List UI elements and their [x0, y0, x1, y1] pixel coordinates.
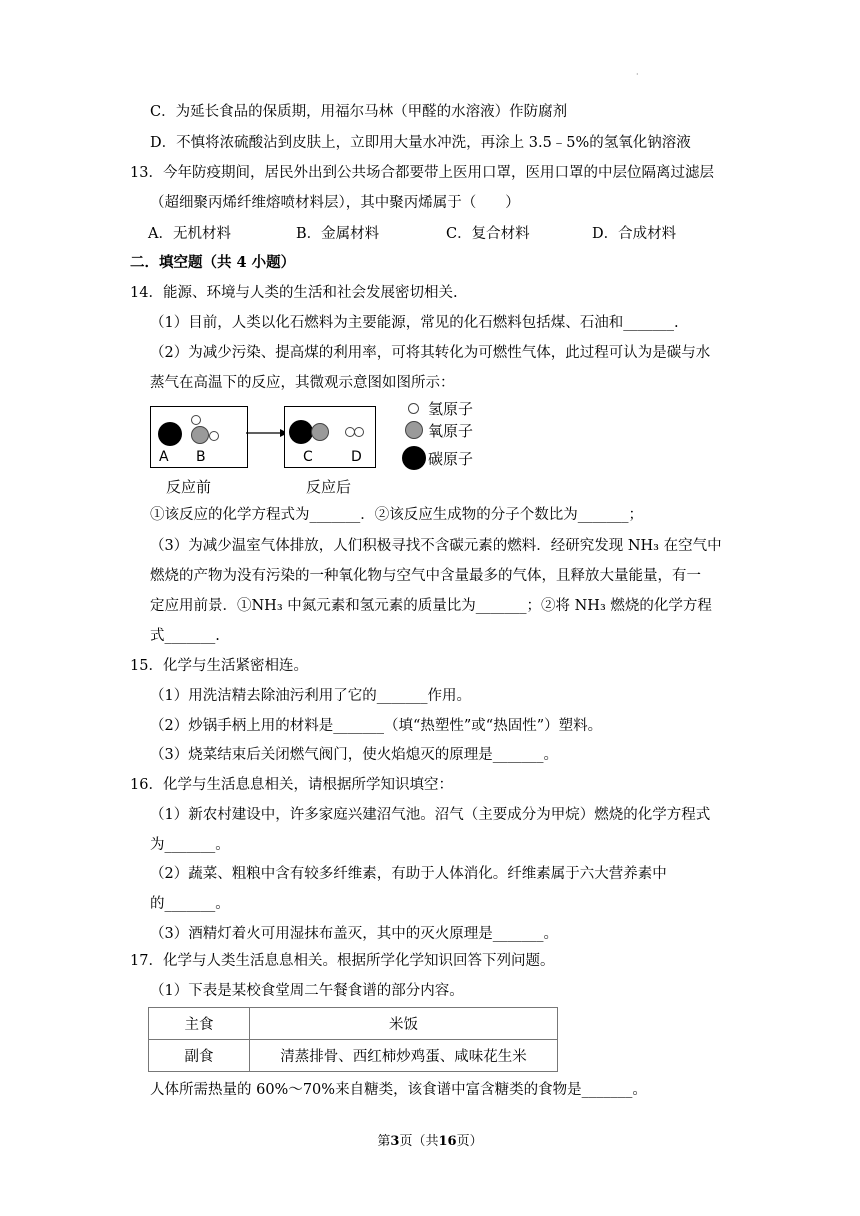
q15-part1: （1）用洗洁精去除油污利用了它的_______作用。 — [150, 688, 471, 704]
label-b: B — [196, 449, 206, 465]
hydrogen-atom — [209, 431, 219, 441]
label-c: C — [303, 449, 313, 465]
q13-stem-line2: （超细聚丙烯纤维熔喷材料层），其中聚丙烯属于（ ） — [150, 195, 520, 211]
q14-part3-line3: 定应用前景．①NH₃ 中氮元素和氢元素的质量比为_______；②将 NH₃ 燃烧的化学方程 — [150, 598, 712, 614]
q13-options — [148, 222, 748, 244]
corner-dot: · — [636, 70, 639, 79]
oxygen-atom-icon — [405, 421, 423, 439]
carbon-atom — [289, 420, 313, 444]
oxygen-atom — [311, 423, 329, 441]
q15-stem: 15．化学与生活紧密相连。 — [130, 658, 308, 674]
hydrogen-atom — [191, 415, 201, 425]
after-box — [284, 406, 376, 468]
legend-hydrogen: 氢原子 — [402, 398, 542, 420]
table-cell: 副食 — [149, 1040, 250, 1072]
q13-option-a: A．无机材料 — [148, 226, 231, 242]
q12-option-d: D．不慎将浓硫酸沾到皮肤上，立即用大量水冲洗，再涂上 3.5﹣5%的氢氧化钠溶液 — [150, 135, 691, 151]
q16-part1-line2: 为_______。 — [150, 837, 230, 853]
total-pages: 16 — [438, 1134, 457, 1149]
q17-after-table: 人体所需热量的 60%～70%来自糖类，该食谱中富含糖类的食物是_______。 — [150, 1082, 647, 1098]
q13-stem-line1: 13．今年防疫期间，居民外出到公共场合都要带上医用口罩，医用口罩的中层位隔离过滤层 — [130, 165, 714, 181]
table-row — [149, 1040, 558, 1072]
oxygen-atom — [191, 426, 209, 444]
q14-part3-line2: 燃烧的产物为没有污染的一种氧化物与空气中含量最多的气体，且释放大量能量，有一 — [150, 568, 701, 584]
q14-part3-line1: （3）为减少温室气体排放，人们积极寻找不含碳元素的燃料．经研究发现 NH₃ 在空气中 — [150, 538, 722, 554]
atom-legend — [402, 396, 542, 476]
q14-part1: （1）目前，人类以化石燃料为主要能源，常见的化石燃料包括煤、石油和_______. — [150, 315, 679, 331]
q12-option-c: C．为延长食品的保质期，用福尔马林（甲醛的水溶液）作防腐剂 — [150, 104, 568, 120]
q17-stem: 17．化学与人类生活息息相关。根据所学化学知识回答下列问题。 — [130, 953, 555, 969]
arrow-icon — [246, 426, 288, 440]
hydrogen-atom-icon — [408, 403, 419, 414]
hydrogen-atom — [354, 427, 364, 437]
table-cell: 米饭 — [250, 1008, 558, 1040]
q17-part1: （1）下表是某校食堂周二午餐食谱的部分内容。 — [150, 983, 464, 999]
table-cell: 清蒸排骨、西红柿炒鸡蛋、咸味花生米 — [250, 1040, 558, 1072]
q15-part2: （2）炒锅手柄上用的材料是_______（填“热塑性”或“热固性”）塑料。 — [150, 718, 603, 734]
q16-part1-line1: （1）新农村建设中，许多家庭兴建沼气池。沼气（主要成分为甲烷）燃烧的化学方程式 — [150, 807, 711, 823]
q16-part2-line2: 的_______。 — [150, 896, 230, 912]
before-box — [150, 406, 248, 468]
q14-part2-line2: 蒸气在高温下的反应，其微观示意图如图所示： — [150, 375, 455, 391]
carbon-atom — [158, 422, 182, 446]
q14-part3-line4: 式_______. — [150, 628, 220, 644]
label-d: D — [351, 449, 362, 465]
caption-before: 反应前 — [166, 478, 212, 496]
q14-part2-line1: （2）为减少污染、提高煤的利用率，可将其转化为可燃性气体，此过程可认为是碳与水 — [150, 345, 711, 361]
label-a: A — [159, 449, 169, 465]
legend-oxygen: 氧原子 — [402, 420, 542, 442]
q13-option-b: B．金属材料 — [296, 226, 380, 242]
q14-stem: 14．能源、环境与人类的生活和社会发展密切相关. — [130, 285, 458, 301]
table-cell: 主食 — [149, 1008, 250, 1040]
legend-carbon: 碳原子 — [402, 448, 542, 470]
q13-option-d: D．合成材料 — [592, 226, 677, 242]
q13-option-c: C．复合材料 — [446, 226, 530, 242]
caption-after: 反应后 — [306, 478, 352, 496]
carbon-atom-icon — [402, 446, 426, 470]
table-row — [149, 1008, 558, 1040]
page-footer: 第3页（共16页） — [377, 1134, 483, 1149]
q14-part2-questions: ①该反应的化学方程式为_______．②该反应生成物的分子个数比为_______； — [150, 507, 643, 523]
q16-part2-line1: （2）蔬菜、粗粮中含有较多纤维素，有助于人体消化。纤维素属于六大营养素中 — [150, 866, 667, 882]
page-number: 3 — [390, 1134, 400, 1149]
q16-part3: （3）酒精灯着火可用湿抹布盖灭，其中的灭火原理是_______。 — [150, 926, 558, 942]
section-heading: 二．填空题（共 4 小题） — [130, 254, 296, 271]
q15-part3: （3）烧菜结束后关闭燃气阀门，使火焰熄灭的原理是_______。 — [150, 747, 558, 763]
q16-stem: 16．化学与生活息息相关，请根据所学知识填空： — [130, 777, 453, 793]
menu-table — [148, 1007, 558, 1072]
